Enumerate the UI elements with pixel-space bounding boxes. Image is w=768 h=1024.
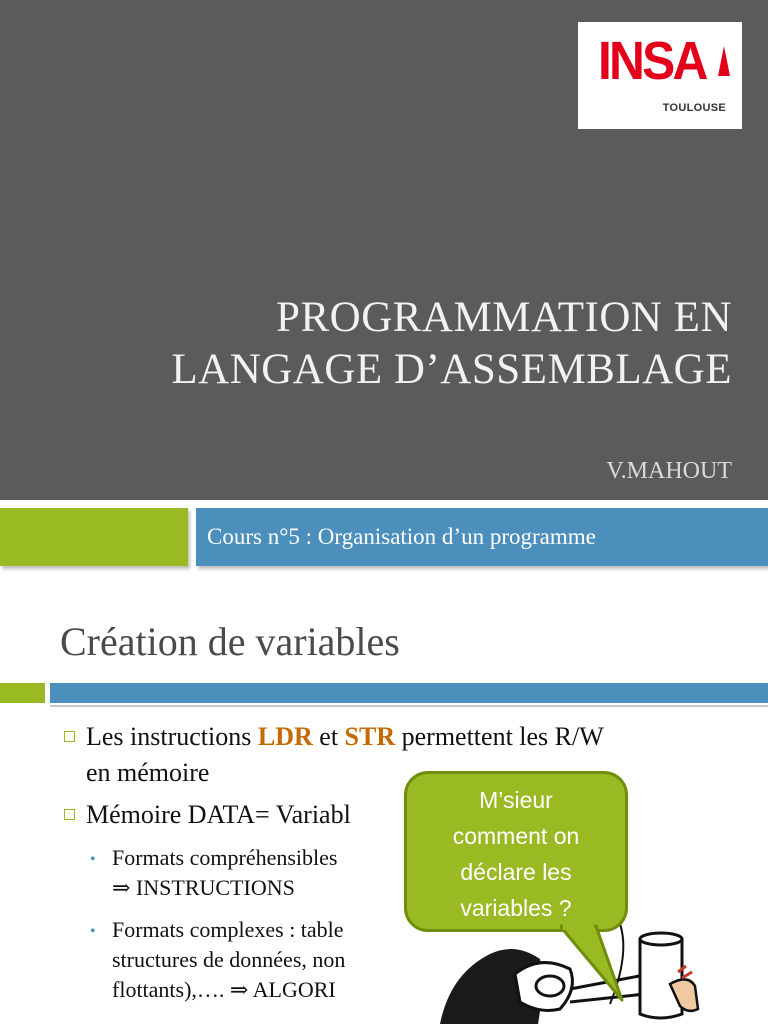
insa-logo bbox=[578, 22, 742, 129]
title-line-2: LANGAGE D’ASSEMBLAGE bbox=[171, 346, 732, 393]
band-separator bbox=[0, 500, 768, 508]
author: V.MAHOUT bbox=[606, 458, 732, 484]
slide-heading: Création de variables bbox=[60, 619, 400, 664]
bubble-line: déclare les bbox=[460, 859, 572, 885]
bullet-text: permettent les R/W bbox=[395, 722, 604, 751]
presentation-title bbox=[92, 292, 732, 396]
sub-bullet-formats-complex bbox=[92, 915, 420, 1005]
subtitle-green-block bbox=[0, 508, 188, 566]
sub-bullet-formats-simple bbox=[92, 843, 420, 903]
bubble-line: variables ? bbox=[460, 895, 572, 921]
logo-city: TOULOUSE bbox=[662, 102, 726, 114]
title-slide bbox=[0, 0, 768, 500]
bullet-text: en mémoire bbox=[86, 758, 210, 787]
sub-bullet-text: Formats compréhensibles bbox=[112, 845, 338, 870]
speech-bubble-tail bbox=[560, 924, 630, 1004]
sub-bullet-text: structures de données, non bbox=[112, 947, 346, 972]
sub-bullet-text: Formats complexes : table bbox=[112, 917, 344, 942]
bullet-memoire-data bbox=[64, 797, 420, 833]
square-bullet-icon bbox=[64, 809, 75, 820]
title-line-1: PROGRAMMATION EN bbox=[276, 294, 732, 341]
logo-word: INSA bbox=[598, 31, 706, 91]
bullet-text: Les instructions bbox=[86, 722, 258, 751]
sub-bullet-text: flottants),…. ⇒ ALGORI bbox=[112, 977, 336, 1002]
dot-bullet-icon: • bbox=[90, 851, 96, 868]
bubble-line: M’sieur bbox=[479, 787, 553, 813]
keyword-str: STR bbox=[344, 722, 396, 751]
dot-bullet-icon: • bbox=[90, 923, 96, 940]
keyword-ldr: LDR bbox=[257, 722, 313, 751]
content-slide bbox=[0, 584, 768, 1024]
bullet-clip-area bbox=[0, 584, 420, 1024]
speech-bubble-text bbox=[404, 782, 628, 926]
bubble-line: comment on bbox=[452, 823, 580, 849]
bullet-text: Mémoire DATA= Variabl bbox=[86, 800, 351, 829]
bullet-text: et bbox=[312, 722, 345, 751]
logo-accent-icon bbox=[718, 46, 730, 76]
course-subtitle: Cours n°5 : Organisation d’un programme bbox=[207, 524, 596, 549]
sub-bullet-text: ⇒ INSTRUCTIONS bbox=[112, 875, 295, 900]
